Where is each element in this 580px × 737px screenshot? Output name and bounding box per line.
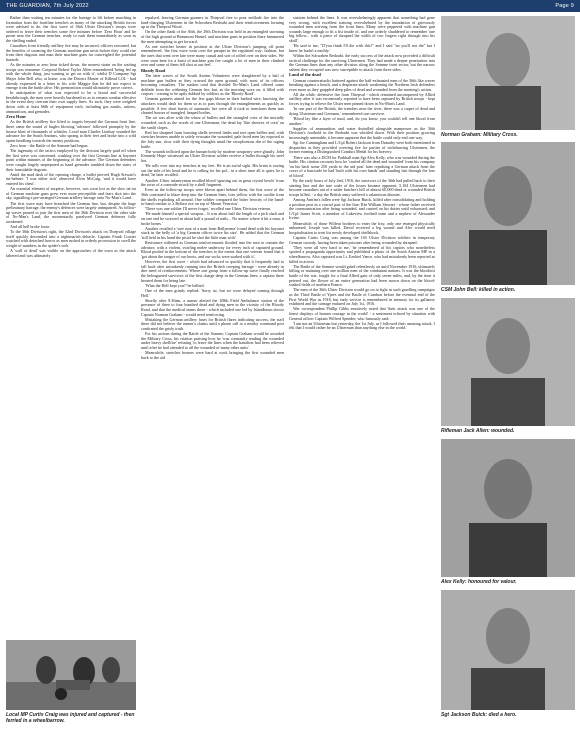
subheading-bloody-road: Bloody Road [141,67,166,73]
paragraph: German counterattacks battered against the half-exhausted men of the 36th like waves breaking against a beach, and a desperate attack weakening the Northern Irish defenders even more as they grappled deep piles of dead and wounded from the morning's action. [289,77,435,92]
paragraph: The first wave may have breached the German line, but, despite the huge preliminary barrage, the enemy's defences were largely unimpaired. As follow-up waves poured to join the first men of the 36th Division over the other side of No-Man's Land, the momentarily paralysed German defenses fully awakened. [6,200,136,224]
paragraph: And all hell broke loose. [10,224,51,230]
paragraph: The later waves of the South Antrim Volunteers were slaughtered by a hail of machine gun bullets as they crossed the open ground, with most of its officers becoming casualties. The sunken road that divided No-Man's Land offered some defilade from the withering German fire, but, as the morning wore on, it filled with corpses - coming to be aptly dubbed by soldiers as the 'Bloody Road'. [141,72,284,97]
paragraph: 'He said to me, "D'you think I'll die with this?" and I said "no you'll not die" but I knew he hadn't a earthly.' [289,43,435,53]
photo-john-bell [441,142,575,285]
paragraph: Zero hour - the Battle of the Somme had begun. [10,143,89,148]
caption-alex-kelly: Alex Kelly: honoured for valour. [441,579,517,585]
paragraph: Captain Curtis Craig was among the 165 Ulster Division soldiers in temporary German custody, having been taken prisoner after being wounded by shrapnel. [289,235,435,245]
paragraph: Meanwhile, stretcher bearers were hard at work bringing the first wounded men back to the aid [141,350,284,360]
paragraph: As the British artillery fire lifted to targets beyond the German front line, there came the sound of bugles blowing 'advance' followed promptly by the hoarse blast of thousands of whistles. Local man Charles Lindsay sounded the advance for the South Antrims, who sprang to their feet and broke into a wild sprint headlong towards the enemy positions. [6,119,136,143]
paragraph: Amid the mad dash of the opening charge, a bullet pierced Hugh Stewart's tin-helmet. 'I was either sick' observed Alvin McCaig, 'and it would have entered his chest'. [6,171,136,186]
caption-wheelbarrow: Local MP Curtis Craig was injured and captured - then ferried in a wheelbarrow. [6,712,135,724]
paragraph: repulsed, leaving German gunners in Thiepval free to pour enfilade fire into the hard-charging Ulstermen in the Schwaben Redoubt and their reinforcements forming up in the Thiepval Wood. [141,16,284,30]
paragraph: 'He made himself a special weapon... It was about half the length of a pick shaft and on one end he screwed in about half a pound of nails... No matter where it hit a man, it broke bones.' [141,211,284,226]
portrait-john-bell [441,142,575,285]
paragraph: However, the first wave - which had advanced so quickly that it frequently had to fall back after mistakenly running into the British creeping barrage - were already in dire need of reinforcements. Where one group from a follow-up wave finally reached the beleaguered survivors of the first charge deep in the German lines, a captain there berated them for being late. [141,259,284,283]
paragraph: To the 36th Division's right, the 32nd Division's attack on Thiepval village itself quickly descended into a nightmarish debacle. Captain Frank Crozier watched with detached horror as men rushed in orderly procession to swell the weight of numbers in the spider's web. [6,229,136,249]
paragraph: Meanwhile, of those Wilfear brothers to enter the fray, only one emerged physically unharmed; Joseph was killed. David received a leg wound and Alec would need hospitalisation to treat his newly developed shellshock. [289,220,435,235]
paragraph: 'In one part of the British, the trenches near the river, there was a carpet of dead and dying Ulstermen and Germans,' remembered one survivor. [289,106,435,116]
paragraph: One of the men grimly replied: 'Sorry sir, but we were delayed coming through Hell.' [141,287,284,298]
paragraph: Supplies of ammunition and water dwindled alongside manpower as the 36th Division's foothold in the Redoubt was whittled down. With their position growing increasingly untenable, it became apparent that the battle could only end one way. [289,125,435,140]
photo-jack-allen [441,298,575,426]
article-column-3 [289,16,435,730]
paragraph: Rather than waiting ten minutes for the barrage to lift before marching in formation from the frontline trenches as many of the attacking British forces were advised to do, the first wave of 36th Ulster Division's troops were ordered to leave their trenches some five minutes before 'Zero Hour' and lie prone near the German trenches, ready to rush them immediately as soon as the shelling ended. [6,16,136,43]
caption-john-bell: CSM John Bell: killed in action. [441,287,516,293]
paragraph: Among Antrim's fallen were Sgt Jackson Buick, killed after consolidating and holding a position post in a crucial part of the line; Rfn William Stewart - whose father received the communication after being wounded, and carried on his duties until exhausted; and L/Cpl James Scott, a member of Lakeview football team and a nephew of Alexander Irvine. [289,197,435,221]
portrait-jackson-buick [441,590,575,710]
paragraph: 'What the Hell kept you?' he bellied. [145,282,205,288]
paragraph: 'I am not an Ulsterman but yesterday, the 1st July, as I followed their amazing attack, I felt that I would rather be an Ulsterman than anything else in the world.' [289,320,435,331]
photo-wheelbarrow [6,640,136,710]
paragraph: Another Ulster infantryman recalled blood 'spurting out in great crystal bowls' from the torso of a comrade struck by a shell fragment. [141,177,284,188]
paragraph: 'There was one soldier I'll never forget,' recalled one Ulster Division veteran. [145,206,271,212]
photo-jackson-buick [441,590,575,710]
caption-jackson-buick: Sgt Jackson Buick: died a hero. [441,712,517,718]
paragraph: On the other flank of the 36th, the 29th Division was held in an entangled storming of the high ground at Beaumont Hamel, and machine guns in position there hammered the men attempting to get forward. [141,29,284,44]
photo-norman-graham [441,16,575,130]
paragraph: All the while, defensive fire from Thiepval - which remained unconquered by Allied artillery after it was erroneously reported to have been captured by British troops - kept forces trying to relieve the Ulster men pinned down in No-Man's Land. [289,91,435,107]
masthead-title: THE GUARDIAN, 7th July 2022 [6,3,89,9]
paragraph: There was also a DCM for Parkhall man Sgt Alex Kelly, who was wounded during the battle. His citation recounts how he 'carried all the dead and wounded' from his company 'on his back some 250 yards to the aid post' later repulsing a German attack from the cover of a barricade he had 'built with his own hands' and standing fast through the loss of blood'. [289,154,435,178]
paragraph: Mistaking the German artillery fuses for British flares indicating success, the staff there did not believe the runner's claims until a phone call to a nearby command post confirmed the grisly truth. [141,316,284,331]
portrait-norman-graham [441,16,575,130]
paragraph: 'They were all very hard to me,' he remembered of his captors who nonetheless spotted a propaganda opportunity and published a photo of the South Antrim MP in a wheelbarrow. Also captured was Lt. Ezekiel Vance, who had mistakenly been reported as killed in action. [289,244,435,264]
paragraph: As the minutes to zero hour ticked down, the nearest strain on the waiting troops was immense. Corporal Robert Taylor Allen remembered 'being led up with the whole thing, just wanting to get on with it', whilst D Company Sgt Major John Bell who, at home, was the District Master of Killead LOL - had already expressed in a letter to his wife Maggie that he did not expect to emerge from the battle alive. His premonition would ultimately prove correct. [6,62,136,91]
paragraph: By the early hours of July 2nd, 1916, the survivors of the 36th had pulled back to their starting line and the true scale of the losses became apparent. 5,104 Ulstermen had become casualties out of a wider butcher's bill of almost 60,000 dead or wounded British troops killed, - a day the British army suffered a calamitous disaster. [289,178,435,197]
paragraph: The men of the 36th Ulster Division would go on to fight in such gruelling campaigns as the Third Battle of Ypres and the Battle of Cambrai before the eventual end of the First World War in 1918, but early service is remembered in memory for its gallantry exhibited and the carnage endured on July 1st, 1916. [289,287,435,307]
paragraph: Casualties from friendly artillery fire may be incurred, officers reasoned, but the benefits of storming the German machine gun nests before they could rise from their dugouts and man their machine guns far outweighed the potential hazards. [6,43,136,62]
photo-wheelbarrow-image [6,640,136,710]
caption-norman-graham: Norman Graham: Military Cross. [441,132,518,138]
paragraph: The wounds inflicted upon the human body by modern weaponry were ghastly. John Kennedy Hope witnessed an Ulster Division soldier receive a bullet through his steel hat. [141,148,284,163]
paragraph: War correspondent Phillip Gibbs emotively noted that 'their attack was one of the finest displays of human courage in the world' - a sentiment echoed by situation with General officer Captain Wilfred Spender, who famously said: [289,306,435,321]
paragraph: As one stretcher bearer in position at the Ulster Division's jumping off point remembered, 'the first wave went over the parapet in the regulated way; fashion, but the ones that went over late were many casual and sort of rolled over on their sides. We were soon bent for a burst of machine gun fire caught a lot of men in their climbed over and some of them fell shot at our feet'. [141,43,284,68]
masthead [0,0,580,12]
paragraph: 'Blood lay like a layer of mud, and, do you know, you couldn't tell one blood from another.' [289,116,435,126]
paragraph: The ingenuity of the tactics employed by the division largely paid off when the first wave was concerned, washing over the first German line at bayonet point within minutes of the beginning of the advance. The German defenders were caught largely unprepared as hand grenades tumbled down the stairs of their formidable dugouts. [6,148,136,172]
paragraph: Another recalled a 'wee runt of a man from Ballymena' found dead with his bayonet stuck in the belly of 'a big German officer twice his size'. He added that the German 'still held in his hand the pistol he shot the little man with'. [141,225,284,241]
page-number: Page 9 [555,3,574,9]
paragraph: German gunners aimed for the few gaps blown in their barbed wire, knowing the attackers would dash for them so as to pass through the entanglements as quickly as possible. A few short bursts of automatic fire were all it took to transform them into charnel houses of mangled, heaped bodies. [141,96,284,116]
portrait-alex-kelly [441,439,575,577]
photo-alex-kelly [441,439,575,577]
article-column-1 [6,16,136,636]
caption-jack-allen: Rifleman Jack Allen: wounded. [441,428,515,434]
paragraph: For his actions during the Battle of the Somme, Captain Graham would be awarded the Military Cross, his citation praising how he 'was constantly tending the wounded under heavy shellfire' refusing 'to leave the lines when the battalion had been relieved until after he had attended to all the wounded of many other units'. [141,331,284,350]
portrait-jack-allen [441,298,575,426]
paragraph: Sgt Joe Cunningham and L/Cpl Robert Jackson from Dunadry were both mentioned in dispatches as they provided covering fire for parties of withdrawing Ulstermen, the former earning a Distinguished Conduct Medal for his bravery. [289,140,435,155]
paragraph: Resistance stiffened as German reinforcements flooded into the area to contain the advance, with a violent, swirling melee underway for every inch of captured ground. Blood pooled in the bottom of the trenches to the extent that one veteran found that it 'got about the tongue of our boots, and our socks were soaked with it'. [141,240,284,259]
paragraph: Shortly after 8.30am, a runner alerted the 108th Field Ambulance station of the presence of three to four hundred dead and dying men in the vicinity of the Bloody Road, and that the medical teams there - which included one led by Islandbawn doctor Captain Norman Graham - would need reinforcing. [141,297,284,317]
article-column-2 [141,16,284,730]
paragraph: In anticipation of what was expected to be a broad and successful breakthrough, the men were heavily burdened so as to remain combat effective in the event they overran their own supply lines. As such, they were weighed down with at least 66lb of equipment each, including gas masks, rations, ammunition, and grenades. [6,90,136,114]
paragraph: Red hot shrapnel from bursting shells severed limbs and tore open bellies and, with stretcher bearers unable to safely evacuate the wounded, pale faced men lay exposed to the July sun, slow with their dying thoughts amid the cacophonous din of the raging battle. [141,129,284,149]
paragraph: The Battle of the Somme would grind relentlessly on until November 1916, ultimately killing or maiming over one million men of the combatant nations. It was the bloodiest battle of the war, fought for a final Allied gain of only seven miles, and, by the time it petered out, the flower of an entire generation had been mown down on the blood-soaked fields of northern France. [289,263,435,288]
subheading-land-of-the-dead: Land of the dead [289,72,321,78]
paragraph: stations behind the lines. It was overwhelmingly apparent that something had gone very wrong, with excellent training overwhelmed by the inundation of grievously wounded men arriving from the front lines. Many were peppered with machine gun wounds large enough to fit a fist inside of, and one orderly shuddered to remember 'one big fellow... with a piece of shrapnel the width of two fingers right through into his skull'. [289,16,435,43]
subheading-zero-hour: Zero Hour [6,114,27,120]
paragraph: An essential element of surprise, however, was soon lost as the slow tat-tat of German machine guns grew ever more perceptible and fears shot into the sky, signalling a pre-arranged German artillery barrage onto No-Man's Land. [6,186,136,201]
paragraph: A 'wall of dead' was visible on the approaches of the town as the attack faltered and was ultimately [6,248,136,258]
paragraph: Even as the follow-up troops were blown apart behind them, the first wave of the 36th continued to blaze deep into the German lines, foes yellow with the cordite from the shells exploding all around. One soldier compared the bitter ferocity of the hand-to-hand combat to 'a Belfast riot on top of Mount Vesuvius'. [141,187,284,207]
paragraph: Within the Schwaben Redoubt, the early success of the attack now provided a difficult tactical challenge for the surviving Ulstermen. They had made a deeper penetration into the German lines than any other division along the Somme front sector, but the narrow salient they occupied was now susceptible to attack from three sides. [289,52,435,72]
paragraph: The air was alive with the whizz of bullets and the strangled cries of the mortally wounded, such as the words of one Ulsterman, the dead lay 'like sheaves of corn' on the sunlit slopes. [141,115,284,130]
paragraph: 'He rolls over into my trenches at my feet. He is an awful sight. His brain is oozing out the side of his head and he is calling for his pal... in a short time all is quiet, he is dead,' he later recalled. [141,163,284,178]
